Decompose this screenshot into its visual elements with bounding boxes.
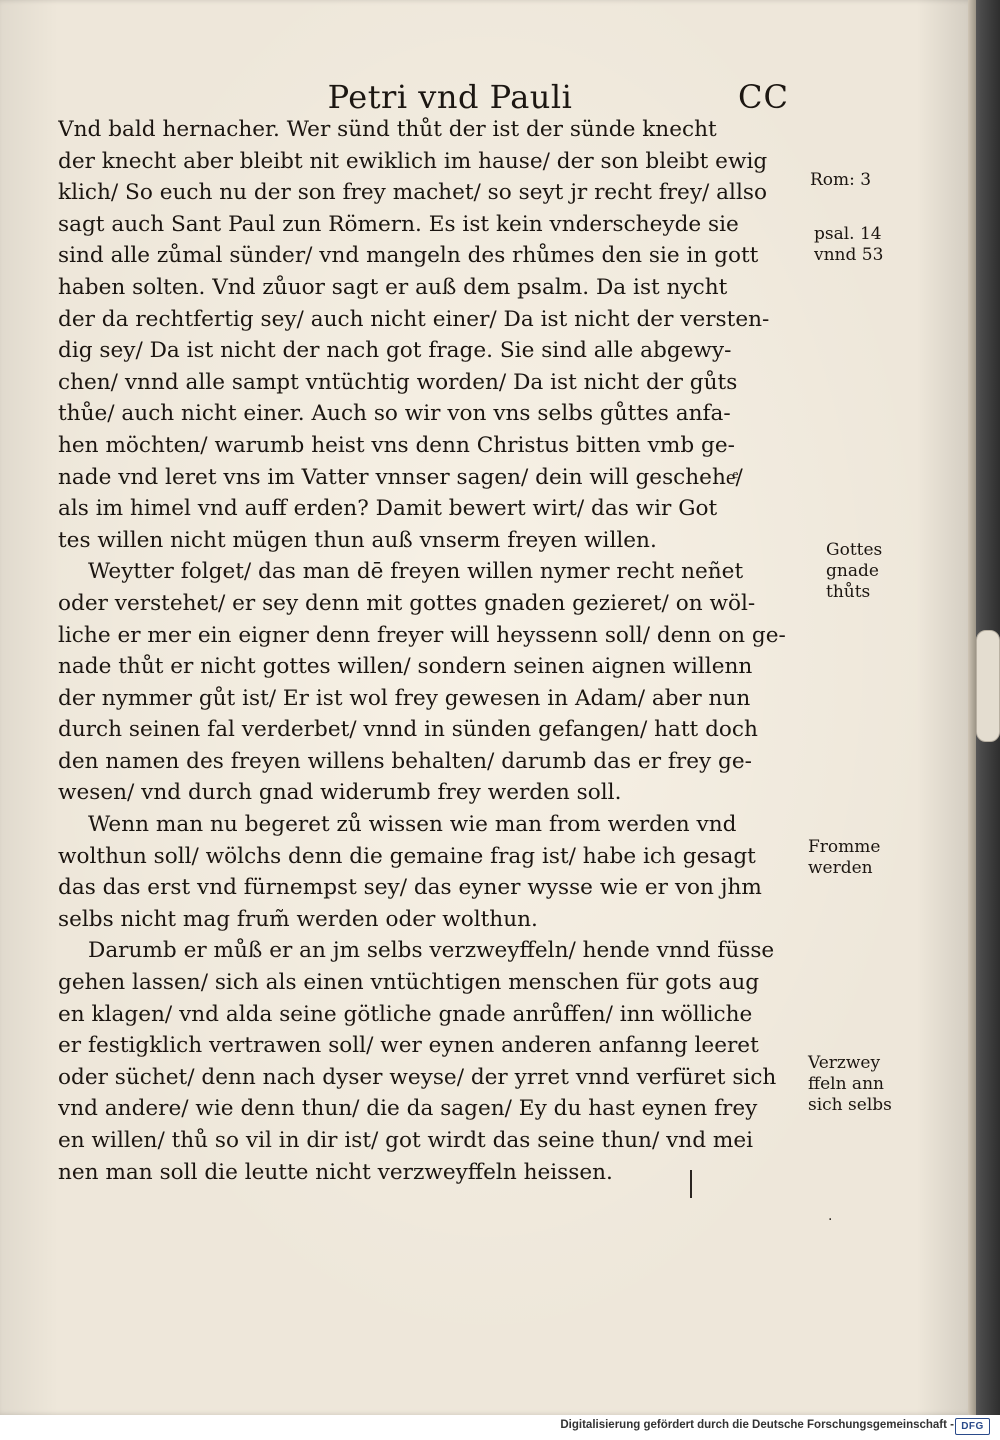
- text-line: durch seinen fal verderbet/ vnnd in sünden gefangen/ hatt doch: [58, 717, 758, 743]
- margin-note-line: Gottes: [826, 540, 883, 560]
- dfg-logo-icon: DFG: [955, 1418, 990, 1435]
- text-line: als im himel vnd auff erden? Damit bewert wirt/ das wir Got: [58, 496, 718, 522]
- text-line: thůe/ auch nicht einer. Auch so wir von vns selbs gůttes anfa-: [58, 401, 731, 427]
- margin-note-line: vnnd 53: [814, 245, 884, 265]
- page-clip-tab: [976, 630, 1000, 742]
- folio-number: CC: [738, 78, 789, 116]
- text-line: en klagen/ vnd alda seine götliche gnade anrůffen/ inn wölliche: [58, 1001, 753, 1027]
- text-line: Darumb er můß er an jm selbs verzweyffeln/ hende vnnd füsse: [88, 938, 775, 964]
- text-line: sind alle zůmal sünder/ vnd mangeln des rhůmes den sie in gott: [58, 243, 759, 269]
- page-edge-shadow: [968, 0, 976, 1415]
- ink-speck: ·: [828, 1212, 833, 1228]
- text-line: hen möchten/ warumb heist vns denn Christus bitten vmb ge-: [58, 432, 735, 458]
- margin-note-gottes-gnade: [826, 540, 882, 603]
- margin-note-psal: [814, 224, 883, 266]
- text-line: Wenn man nu begeret zů wissen wie man from werden vnd: [88, 812, 737, 838]
- text-line: der knecht aber bleibt nit ewiklich im hause/ der son bleibt ewig: [58, 148, 768, 174]
- text-line: oder verstehet/ er sey denn mit gottes gnaden gezieret/ on wöl-: [58, 590, 756, 616]
- text-line: en willen/ thů so vil in dir ist/ got wirdt das seine thun/ vnd mei: [58, 1128, 754, 1153]
- text-line: tes willen nicht mügen thun auß vnserm freyen willen.: [58, 527, 657, 553]
- text-line: sagt auch Sant Paul zun Römern. Es ist kein vnderscheyde sie: [58, 211, 739, 237]
- margin-note-line: sich selbs: [808, 1095, 892, 1115]
- margin-note-line: ffeln ann: [808, 1074, 884, 1094]
- margin-note-line: thůts: [826, 582, 871, 602]
- text-line: der da rechtfertig sey/ auch nicht einer/ Da ist nicht der versten-: [58, 306, 770, 332]
- margin-note-line: Fromme: [808, 837, 881, 857]
- text-line: Vnd bald hernacher. Wer sünd thůt der ist der sünde knecht: [58, 117, 717, 142]
- main-text-block: [58, 114, 800, 1188]
- text-line: er festigklich vertrawen soll/ wer eynen anderen anfanng leeret: [58, 1033, 759, 1059]
- text-line: nade vnd leret vns im Vatter vnnser sagen/ dein will gescheheͤ/: [58, 464, 743, 490]
- margin-note-line: werden: [808, 858, 873, 878]
- text-line: den namen des freyen willens behalten/ darumb das er frey ge-: [58, 748, 752, 774]
- margin-note-line: Verzwey: [808, 1053, 881, 1073]
- text-line: wolthun soll/ wölchs denn die gemaine frag ist/ habe ich gesagt: [58, 843, 756, 869]
- text-line: Weytter folget/ das man dē freyen willen nymer recht neñet: [88, 559, 744, 585]
- text-line: oder süchet/ denn nach dyser weyse/ der yrret vnnd verfüret sich: [58, 1064, 777, 1090]
- text-line: liche er mer ein eigner denn freyer will heyssenn soll/ denn on ge-: [58, 622, 786, 648]
- text-line: nen man soll die leutte nicht verzweyffeln heissen.: [58, 1159, 613, 1185]
- margin-note-fromme-werden: [808, 837, 880, 879]
- text-line: der nymmer gůt ist/ Er ist wol frey gewesen in Adam/ aber nun: [58, 685, 751, 711]
- margin-note-line: Rom: 3: [810, 170, 872, 190]
- margin-note-line: gnade: [826, 561, 879, 581]
- text-line: klich/ So euch nu der son frey machet/ so seyt jr recht frey/ allso: [58, 180, 767, 206]
- text-line: chen/ vnnd alle sampt vntüchtig worden/ Da ist nicht der gůts: [58, 369, 738, 395]
- text-line: vnd andere/ wie denn thun/ die da sagen/ Ey du hast eynen frey: [58, 1096, 758, 1122]
- text-line: wesen/ vnd durch gnad widerumb frey werden soll.: [58, 780, 622, 806]
- text-line: das das erst vnd fürnempst sey/ das eyner wysse wie er von jhm: [58, 875, 762, 901]
- printer-mark: [690, 1170, 692, 1198]
- margin-note-line: psal. 14: [814, 224, 882, 244]
- text-line: dig sey/ Da ist nicht der nach got frage. Sie sind alle abgewy-: [58, 338, 732, 364]
- text-line: nade thůt er nicht gottes willen/ sondern seinen aignen willenn: [58, 654, 753, 680]
- margin-note-verzweyffeln: [808, 1053, 892, 1116]
- text-line: selbs nicht mag frum̃ werden oder wolthun.: [58, 906, 538, 932]
- running-title: Petri vnd Pauli: [327, 78, 573, 116]
- text-line: haben solten. Vnd zůuor sagt er auß dem psalm. Da ist nycht: [58, 274, 728, 300]
- margin-note-rom: [810, 170, 871, 191]
- text-line: gehen lassen/ sich als einen vntüchtigen menschen für gots aug: [58, 970, 760, 996]
- dfg-credit-text: Digitalisierung gefördert durch die Deutsche Forschungsgemeinschaft -: [560, 1419, 954, 1431]
